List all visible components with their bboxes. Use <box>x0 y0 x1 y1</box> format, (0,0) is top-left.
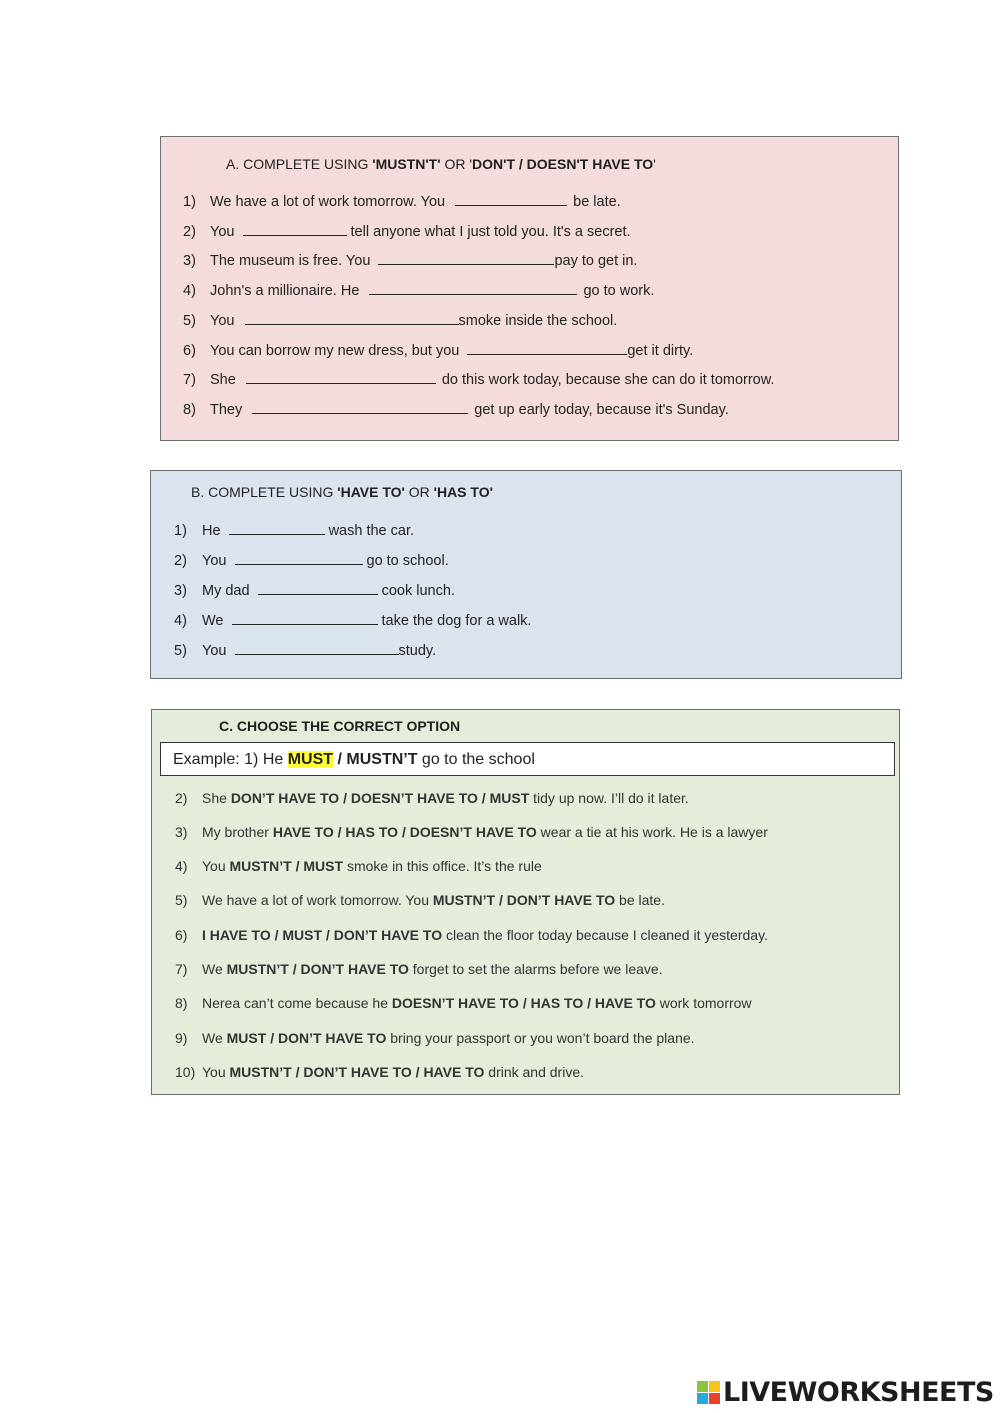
option-choices[interactable]: MUSTN’T / DON’T HAVE TO / HAVE TO <box>229 1064 485 1080</box>
option-choices[interactable]: MUSTN’T / MUST <box>229 858 344 874</box>
section-c-box <box>151 709 900 1095</box>
section-b-item-3: 3) My dad cook lunch. <box>174 583 455 599</box>
section-a-item-6: 6) You can borrow my new dress, but you get it dirty. <box>183 343 694 359</box>
section-a-item-2: 2) You tell anyone what I just told you. It's a secret. <box>183 224 631 240</box>
section-b-item-4: 4) We take the dog for a walk. <box>174 613 532 629</box>
answer-blank[interactable] <box>243 223 347 236</box>
example-line: Example: 1) He MUST / MUSTN’T go to the school <box>160 742 895 776</box>
logo-square-green <box>697 1381 708 1392</box>
section-c-item-8: 8) Nerea can’t come because he DOESN’T HAVE TO / HAS TO / HAVE TO work tomorrow <box>175 995 752 1011</box>
section-a-item-7: 7) She do this work today, because she can do it tomorrow. <box>183 372 775 388</box>
section-b-title: B. COMPLETE USING 'HAVE TO' OR 'HAS TO' <box>191 484 493 500</box>
answer-blank[interactable] <box>235 642 399 655</box>
option-choices[interactable]: DOESN’T HAVE TO / HAS TO / HAVE TO <box>391 995 656 1011</box>
logo-square-yellow <box>709 1381 720 1392</box>
section-b-item-5: 5) You study. <box>174 643 437 659</box>
answer-blank[interactable] <box>232 612 378 625</box>
answer-blank[interactable] <box>467 342 627 355</box>
section-b-box <box>150 470 902 679</box>
section-a-item-1: 1) We have a lot of work tomorrow. You be late. <box>183 194 621 210</box>
answer-blank[interactable] <box>235 552 363 565</box>
answer-blank[interactable] <box>369 282 577 295</box>
section-c-item-6: 6) I HAVE TO / MUST / DON’T HAVE TO clean the floor today because I cleaned it yesterday. <box>175 927 768 943</box>
option-choices[interactable]: MUSTN’T / DON’T HAVE TO <box>226 961 409 977</box>
section-b-item-2: 2) You go to school. <box>174 553 449 569</box>
section-a-box <box>160 136 899 441</box>
section-c-item-5: 5) We have a lot of work tomorrow. You MUSTN’T / DON’T HAVE TO be late. <box>175 892 665 908</box>
answer-blank[interactable] <box>455 193 567 206</box>
answer-blank[interactable] <box>258 582 378 595</box>
section-c-item-2: 2) She DON’T HAVE TO / DOESN’T HAVE TO / MUST tidy up now. I’ll do it later. <box>175 790 689 806</box>
logo-text: LIVEWORKSHEETS <box>723 1377 994 1408</box>
logo-square-blue <box>697 1393 708 1404</box>
answer-blank[interactable] <box>246 371 436 384</box>
answer-blank[interactable] <box>245 312 459 325</box>
section-a-item-3: 3) The museum is free. You pay to get in. <box>183 253 638 269</box>
option-choices[interactable]: HAVE TO / HAS TO / DOESN’T HAVE TO <box>272 824 537 840</box>
answer-blank[interactable] <box>378 252 554 265</box>
section-c-item-10: 10) You MUSTN’T / DON’T HAVE TO / HAVE TO drink and drive. <box>175 1064 584 1080</box>
section-a-item-5: 5) You smoke inside the school. <box>183 313 618 329</box>
section-c-item-7: 7) We MUSTN’T / DON’T HAVE TO forget to set the alarms before we leave. <box>175 961 663 977</box>
answer-blank[interactable] <box>252 401 468 414</box>
answer-blank[interactable] <box>229 522 325 535</box>
section-a-item-4: 4) John's a millionaire. He go to work. <box>183 283 655 299</box>
section-b-item-1: 1) He wash the car. <box>174 523 415 539</box>
section-a-title: A. COMPLETE USING 'MUSTN'T' OR 'DON'T / DOESN'T HAVE TO' <box>226 156 656 172</box>
option-choices[interactable]: DON’T HAVE TO / DOESN’T HAVE TO / MUST <box>230 790 530 806</box>
option-choices[interactable]: MUST / DON’T HAVE TO <box>226 1030 387 1046</box>
section-c-item-3: 3) My brother HAVE TO / HAS TO / DOESN’T HAVE TO wear a tie at his work. He is a lawyer <box>175 824 768 840</box>
section-c-title: C. CHOOSE THE CORRECT OPTION <box>219 718 461 734</box>
liveworksheets-logo-icon <box>697 1381 721 1405</box>
example-highlight: MUST <box>287 751 334 768</box>
section-a-item-8: 8) They get up early today, because it's Sunday. <box>183 402 729 418</box>
section-c-item-9: 9) We MUST / DON’T HAVE TO bring your passport or you won’t board the plane. <box>175 1030 695 1046</box>
section-c-item-4: 4) You MUSTN’T / MUST smoke in this office. It’s the rule <box>175 858 542 874</box>
option-choices[interactable]: MUSTN’T / DON’T HAVE TO <box>432 892 616 908</box>
option-choices[interactable]: I HAVE TO / MUST / DON’T HAVE TO <box>202 927 443 943</box>
logo-square-red <box>709 1393 720 1404</box>
